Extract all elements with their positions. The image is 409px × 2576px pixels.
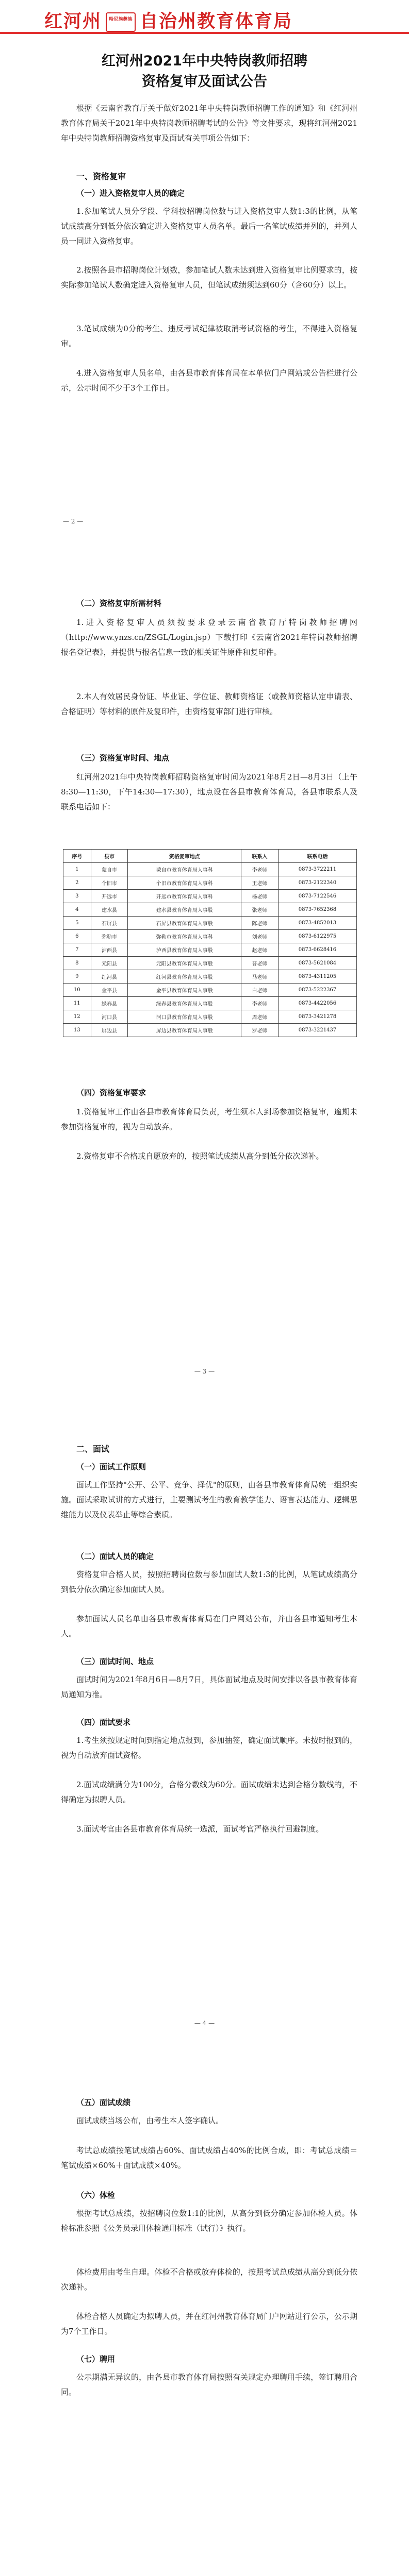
- table-cell: 石屏县教育体育局人事股: [128, 917, 241, 930]
- s2-p3: 参加面试人员名单由各县市教育体育局在门户网站公布，并由各县市通知考生本人。: [61, 1614, 357, 1638]
- table-cell: 罗老师: [241, 1024, 279, 1037]
- table-cell: 刘老师: [241, 930, 279, 943]
- banner-right-text: 自治州教育体育局: [140, 11, 293, 32]
- table-cell: 建水县: [91, 903, 128, 917]
- s2-sub6: （六）体检: [76, 2191, 116, 2200]
- s1-p7: 红河州2021年中央特岗教师招聘资格复审时间为2021年8月2日—8月3日（上午8:30—11:30，下午14:30—17:30），地点设在各县市教育体育局，各县市联系人及联系电话如下：: [61, 772, 357, 811]
- s2-sub3: （三）面试时间、地点: [76, 1657, 154, 1666]
- table-cell: 1: [63, 863, 91, 876]
- table-cell: 绿春县: [91, 997, 128, 1010]
- table-row: [63, 970, 357, 984]
- table-cell: 0873-6628416: [278, 943, 356, 957]
- section2-title: 二、面试: [76, 1444, 110, 1454]
- page-number-2: — 3 —: [194, 1368, 215, 1375]
- s1-p3: 3.笔试成绩为0分的考生、违反考试纪律被取消考试资格的考生，不得进入资格复审。: [61, 324, 357, 348]
- s1-p9: 2.资格复审不合格或自愿放弃的，按照笔试成绩从高分到低分依次递补。: [76, 1151, 324, 1161]
- table-cell: 绿春县教育体育局人事股: [128, 997, 241, 1010]
- table-cell: 0873-7122546: [278, 890, 356, 903]
- table-cell: 开远市教育体育局人事科: [128, 890, 241, 903]
- s2-p11: 体检费用由考生自理。体检不合格或放弃体检的，按照考试总成绩从高分到低分依次递补。: [61, 2267, 357, 2292]
- table-cell: 王老师: [241, 876, 279, 890]
- banner-left-text: 红河州: [44, 11, 102, 32]
- intro-paragraph: 根据《云南省教育厅关于做好2021年中央特岗教师招聘工作的通知》和《红河州教育体育局关于2021年中央特岗教师招聘考试的公告》等文件要求，现将红河州2021年中央特岗教师招聘资格复审及面试有关事项公告如下：: [61, 104, 357, 143]
- table-cell: 0873-6122975: [278, 930, 356, 943]
- s2-p7: 3.面试考官由各县市教育体育局统一选派，面试考官严格执行回避制度。: [76, 1824, 324, 1834]
- s2-p1: 面试工作坚持"公开、公平、竞争、择优"的原则，由各县市教育体育局统一组织实施。面试采取试讲的方式进行，主要测试考生的教育教学能力、语言表达能力、逻辑思维能力以及仪表举止等综合素质。: [61, 1480, 357, 1519]
- table-cell: 0873-4852013: [278, 917, 356, 930]
- table-row: [63, 984, 357, 997]
- table-cell: 9: [63, 970, 91, 984]
- s1-p6: 2.本人有效居民身份证、毕业证、学位证、教师资格证（或教师资格认定申请表、合格证明）等材料的原件及复印件，由资格复审部门进行审核。: [61, 692, 357, 716]
- table-cell: 普老师: [241, 957, 279, 970]
- table-header-cell: 联系电话: [278, 850, 356, 863]
- table-cell: 2: [63, 876, 91, 890]
- table-cell: 0873-7652368: [278, 903, 356, 917]
- table-cell: 泸西县: [91, 943, 128, 957]
- table-cell: 杨老师: [241, 890, 279, 903]
- section1-title: 一、资格复审: [76, 172, 126, 181]
- table-cell: 0873-4311205: [278, 970, 356, 984]
- table-cell: 马老师: [241, 970, 279, 984]
- table-row: [63, 957, 357, 970]
- s1-sub1: （一）进入资格复审人员的确定: [76, 189, 185, 198]
- table-row: [63, 930, 357, 943]
- page-number-1: — 2 —: [63, 518, 84, 525]
- s1-p2: 2.按照各县市招聘岗位计划数，参加笔试人数未达到进入资格复审比例要求的，按实际参加笔试人数确定进入资格复审人员，但笔试成绩须达到60分（含60分）以上。: [61, 265, 357, 290]
- table-cell: 周老师: [241, 1010, 279, 1024]
- s2-p10: 根据考试总成绩，按招聘岗位数1:1的比例，从高分到低分确定参加体检人员。体检标准参照《公务员录用体检通用标准（试行）》执行。: [61, 2209, 357, 2233]
- table-cell: 弥勒市: [91, 930, 128, 943]
- table-cell: 金平县教育体育局人事股: [128, 984, 241, 997]
- table-row: [63, 863, 357, 876]
- s2-sub7: （七）聘用: [76, 2354, 116, 2364]
- table-cell: 金平县: [91, 984, 128, 997]
- table-cell: 白老师: [241, 984, 279, 997]
- s1-p1: 1.参加笔试人员分学段、学科按招聘岗位数与进入资格复审人数1:3的比例，从笔试成绩高分到低分依次确定进入资格复审人员名单。最后一名笔试成绩并列的，并列人员一同进入资格复审。: [61, 207, 357, 246]
- table-cell: 元阳县: [91, 957, 128, 970]
- table-row: [63, 997, 357, 1010]
- s2-sub5: （五）面试成绩: [76, 2098, 131, 2107]
- table-cell: 0873-3221437: [278, 1024, 356, 1037]
- table-header-cell: 县市: [91, 850, 128, 863]
- table-header-cell: 联系人: [241, 850, 279, 863]
- s1-tail-title: （四）资格复审要求: [76, 1088, 146, 1097]
- table-row: [63, 1010, 357, 1024]
- table-cell: 建水县教育体育局人事股: [128, 903, 241, 917]
- table-cell: 12: [63, 1010, 91, 1024]
- table-cell: 10: [63, 984, 91, 997]
- s2-p6: 2.面试成绩满分为100分，合格分数线为60分。面试成绩未达到合格分数线的，不得确定为拟聘人员。: [61, 1780, 357, 1804]
- header-divider: [0, 32, 409, 34]
- table-cell: 元阳县教育体育局人事股: [128, 957, 241, 970]
- table-cell: 个旧市教育体育局人事科: [128, 876, 241, 890]
- table-cell: 5: [63, 917, 91, 930]
- table-cell: 红河县教育体育局人事股: [128, 970, 241, 984]
- table-cell: 屏边县教育体育局人事股: [128, 1024, 241, 1037]
- table-cell: 0873-4422056: [278, 997, 356, 1010]
- table-row: [63, 876, 357, 890]
- notice-title-line2: 资格复审及面试公告: [142, 74, 267, 90]
- table-cell: 蒙自市教育体育局人事科: [128, 863, 241, 876]
- contact-table: [63, 849, 357, 1037]
- table-cell: 6: [63, 930, 91, 943]
- notice-title-line1: 红河州2021年中央特岗教师招聘: [101, 53, 308, 69]
- table-cell: 弥勒市教育体育局人事科: [128, 930, 241, 943]
- page-number-3: — 4 —: [194, 2020, 215, 2027]
- s1-sub2: （二）资格复审所需材料: [76, 599, 162, 608]
- table-cell: 屏边县: [91, 1024, 128, 1037]
- table-cell: 0873-5222367: [278, 984, 356, 997]
- document-header: [0, 0, 409, 32]
- table-cell: 赵老师: [241, 943, 279, 957]
- table-cell: 4: [63, 903, 91, 917]
- table-row: [63, 1024, 357, 1037]
- table-cell: 8: [63, 957, 91, 970]
- table-cell: 0873-3722211: [278, 863, 356, 876]
- table-cell: 红河县: [91, 970, 128, 984]
- table-cell: 个旧市: [91, 876, 128, 890]
- s1-p5: 1.进入资格复审人员须按要求登录云南省教育厅特岗教师招聘网（http://www.ynzs.cn/ZSGL/Login.jsp）下载打印《云南省2021年特岗教师招聘报名登记表》，并提供与报名信息一致的相关证件原件和复印件。: [61, 618, 357, 657]
- table-cell: 0873-5621084: [278, 957, 356, 970]
- s2-sub1: （一）面试工作原则: [76, 1462, 146, 1471]
- table-cell: 张老师: [241, 903, 279, 917]
- banner-seal: 哈尼族彝族: [106, 12, 136, 32]
- table-cell: 11: [63, 997, 91, 1010]
- s2-p2: 资格复审合格人员，按照招聘岗位数与参加面试人数1:3的比例，从笔试成绩高分到低分依次确定参加面试人员。: [61, 1570, 357, 1594]
- table-row: [63, 890, 357, 903]
- table-cell: 0873-3421278: [278, 1010, 356, 1024]
- table-row: [63, 903, 357, 917]
- s2-sub2: （二）面试人员的确定: [76, 1552, 154, 1561]
- table-cell: 李老师: [241, 997, 279, 1010]
- table-header-cell: 资格复审地点: [128, 850, 241, 863]
- table-cell: 开远市: [91, 890, 128, 903]
- table-cell: 石屏县: [91, 917, 128, 930]
- s2-p5: 1.考生须按规定时间到指定地点报到，参加抽签，确定面试顺序。未按时报到的，视为自动放弃面试资格。: [61, 1736, 357, 1760]
- header-banner: [44, 7, 292, 33]
- table-cell: 河口县教育体育局人事股: [128, 1010, 241, 1024]
- table-header-cell: 序号: [63, 850, 91, 863]
- s1-sub3: （三）资格复审时间、地点: [76, 753, 170, 762]
- table-header-row: [63, 850, 357, 863]
- table-row: [63, 943, 357, 957]
- s2-p8: 面试成绩当场公布，由考生本人签字确认。: [76, 2116, 224, 2125]
- table-cell: 蒙自市: [91, 863, 128, 876]
- s2-p12: 体检合格人员确定为拟聘人员，并在红河州教育体育局门户网站进行公示，公示期为7个工作日。: [61, 2312, 357, 2336]
- table-cell: 13: [63, 1024, 91, 1037]
- table-cell: 河口县: [91, 1010, 128, 1024]
- table-cell: 李老师: [241, 863, 279, 876]
- s2-p9: 考试总成绩按笔试成绩占60%、面试成绩占40%的比例合成，即：考试总成绩＝笔试成绩×60%＋面试成绩×40%。: [61, 2146, 357, 2170]
- s1-p8: 1.资格复审工作由各县市教育体育局负责，考生须本人到场参加资格复审，逾期未参加资格复审的，视为自动放弃。: [61, 1107, 357, 1131]
- table-cell: 7: [63, 943, 91, 957]
- s2-sub4: （四）面试要求: [76, 1718, 131, 1727]
- table-cell: 陈老师: [241, 917, 279, 930]
- table-cell: 泸西县教育体育局人事股: [128, 943, 241, 957]
- table-row: [63, 917, 357, 930]
- s1-p4: 4.进入资格复审人员名单，由各县市教育体育局在本单位门户网站或公告栏进行公示，公示时间不少于3个工作日。: [61, 368, 357, 393]
- s2-p13: 公示期满无异议的，由各县市教育体育局按照有关规定办理聘用手续，签订聘用合同。: [61, 2372, 357, 2397]
- table-cell: 0873-2122340: [278, 876, 356, 890]
- table-cell: 3: [63, 890, 91, 903]
- s2-p4: 面试时间为2021年8月6日—8月7日，具体面试地点及时间安排以各县市教育体育局通知为准。: [61, 1675, 357, 1699]
